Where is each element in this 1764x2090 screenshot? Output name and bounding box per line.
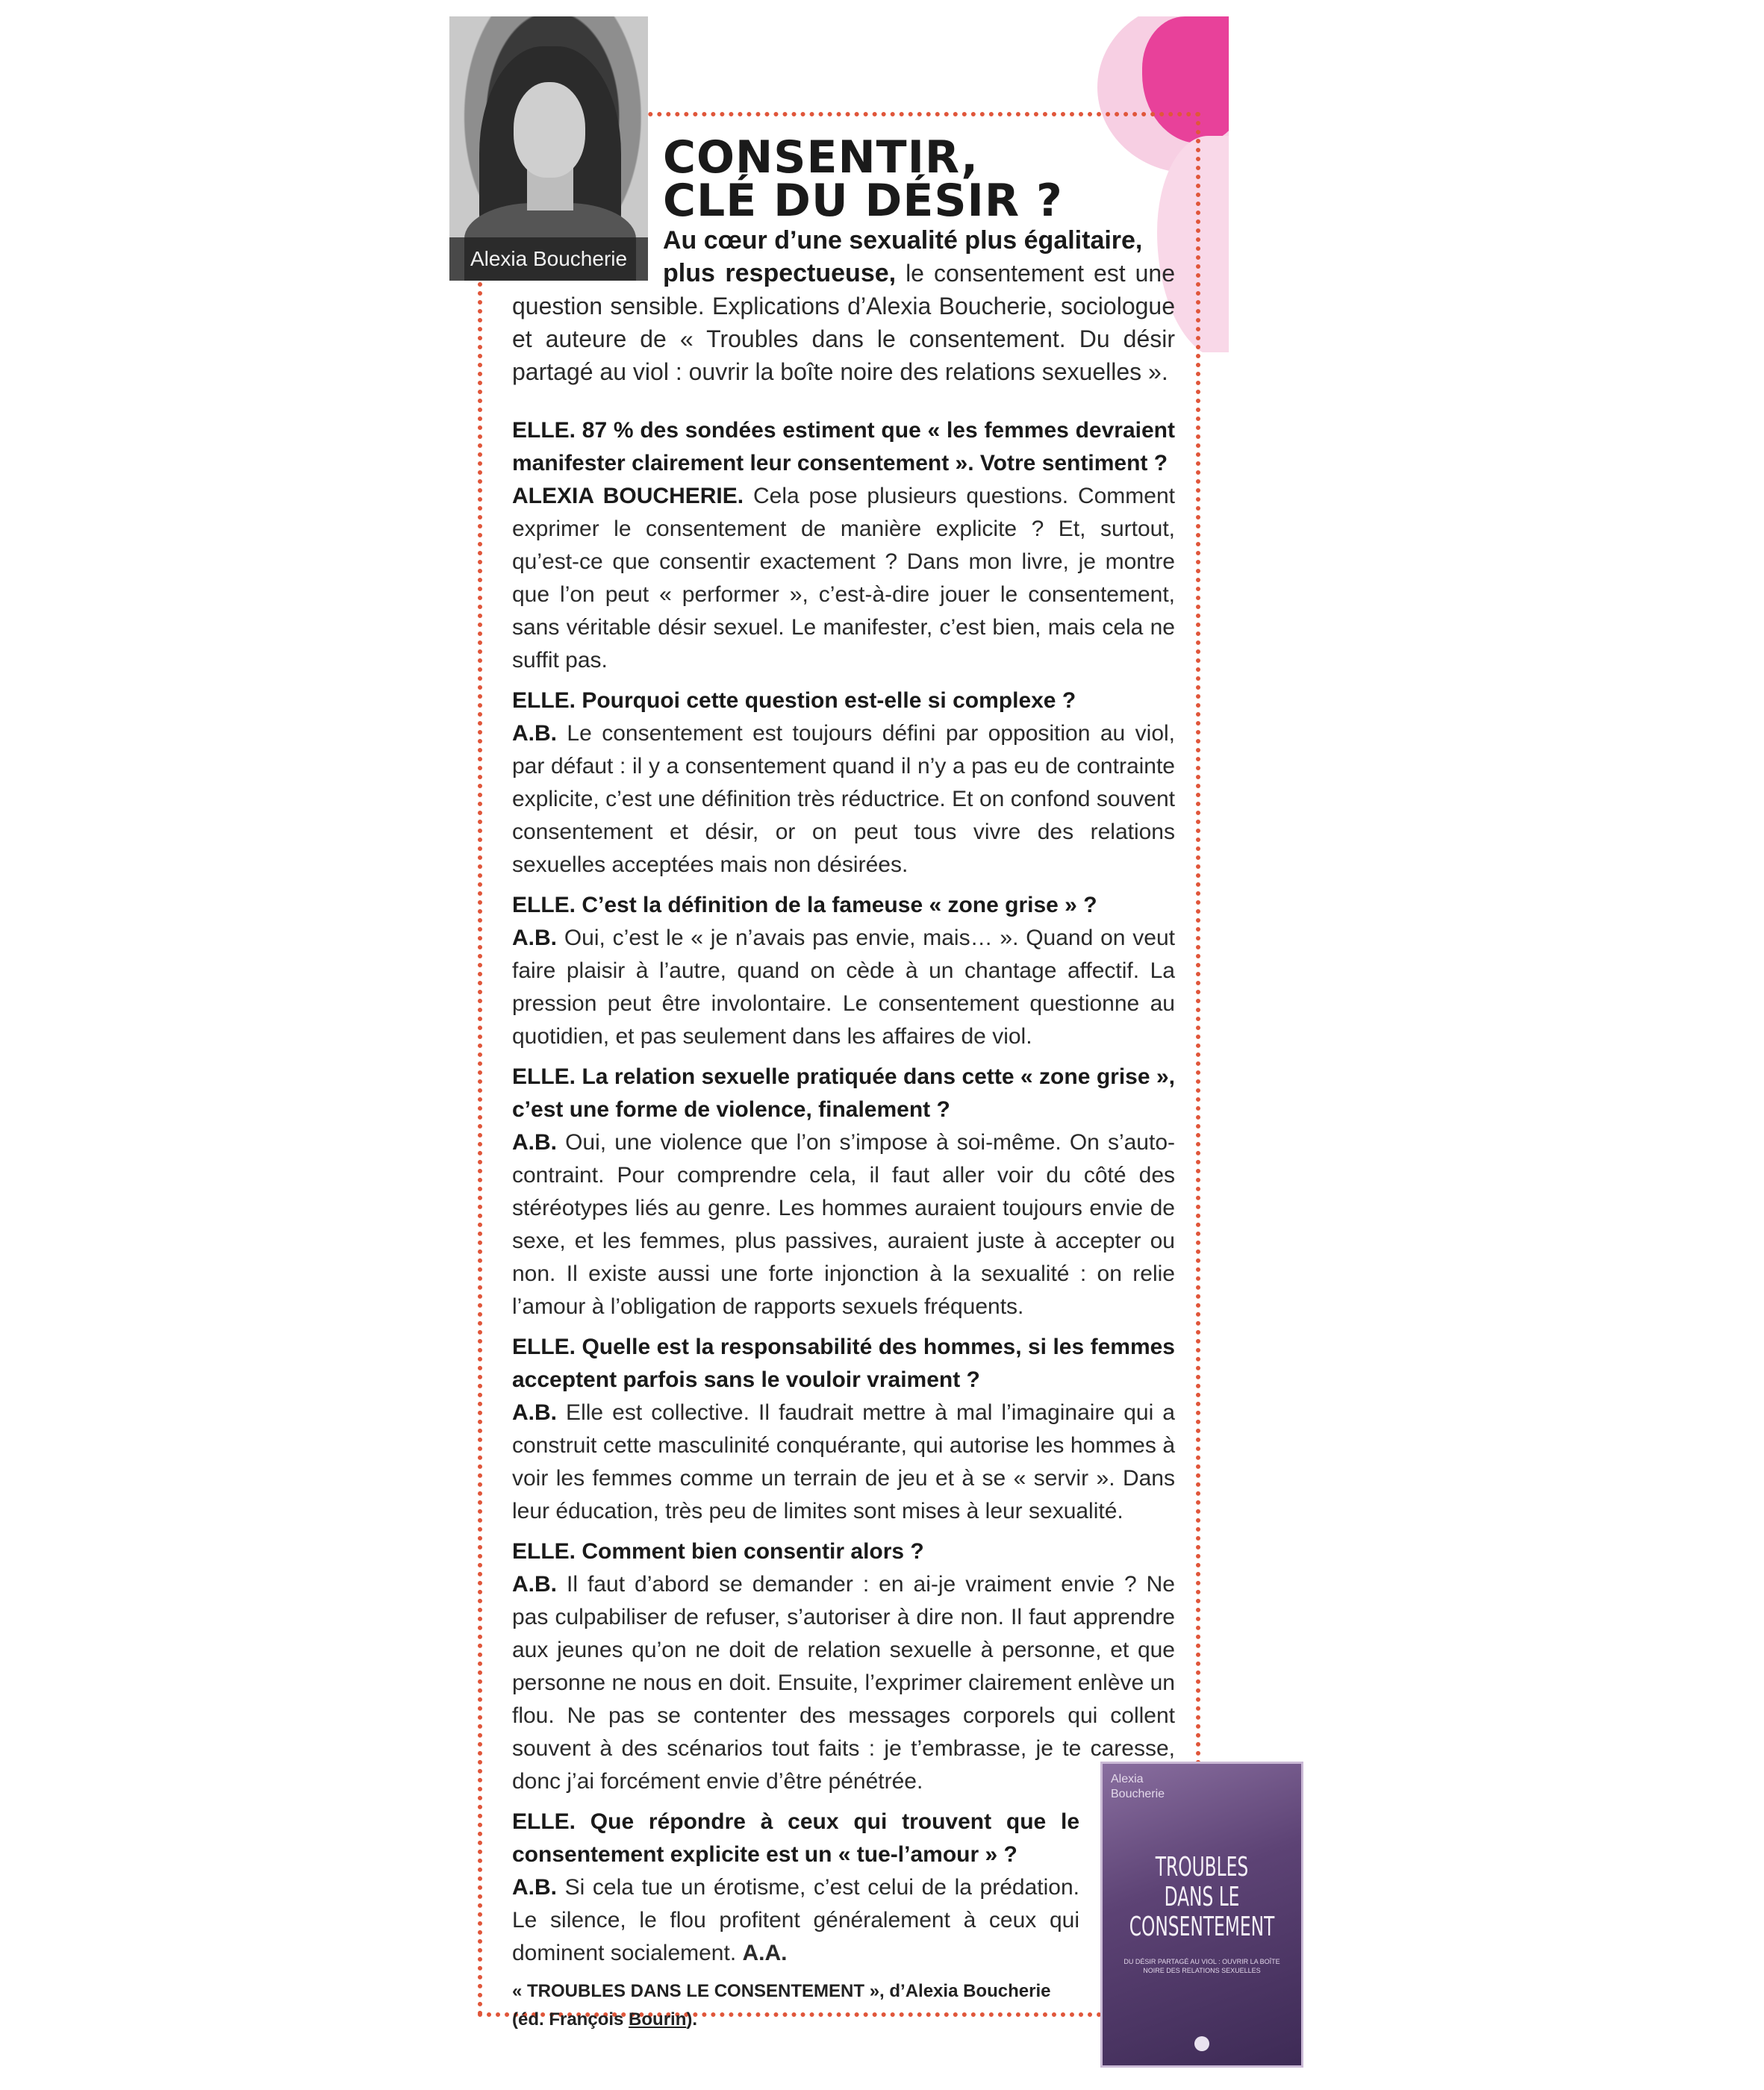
answer-speaker: A.B. xyxy=(512,1400,557,1425)
publisher-logo-icon xyxy=(1194,2036,1209,2051)
answer-speaker: A.B. xyxy=(512,1130,557,1155)
book-title xyxy=(1129,1853,1275,1942)
qa-block xyxy=(512,684,1175,882)
book-title-line-1: TROUBLES xyxy=(1155,1852,1249,1882)
intro-text: le consentement est une question sensible. Explications d’Alexia Boucherie, sociologue et auteure de « Troubles dans le consentement. Du désir partagé au viol : ouvrir la boîte noire des relations sexuelles ». xyxy=(512,260,1175,385)
title-line-1: CONSENTIR, xyxy=(663,131,979,184)
answer-text: Oui, une violence que l’on s’impose à soi-même. On s’auto-contraint. Pour comprendre cela, il faut aller voir du côté des stéréotypes liés au genre. Les hommes auraient toujours envie de sexe, et les femmes, plus passives, auraient juste à accepter ou non. Il existe aussi une forte injonction à la sexualité : on relie l’amour à l’obligation de rapports sexuels fréquents. xyxy=(512,1130,1175,1319)
answer-text: Cela pose plusieurs questions. Comment exprimer le consentement de manière explicite ? Et, surtout, qu’est-ce que consentir exactement ? Dans mon livre, je montre que l’on peut « performer », c’est-à-dire jouer le consentement, sans véritable désir sexuel. Le manifester, c’est bien, mais cela ne suffit pas. xyxy=(512,484,1175,673)
article-intro xyxy=(512,224,1175,388)
answer-text: Le consentement est toujours défini par opposition au viol, par défaut : il y a consentement quand il n’y a pas eu de contrainte explicite, c’est une définition très réductrice. Et on confond souvent consentement et désir, or on peut tous vivre des relations sexuelles acceptées mais non désirées. xyxy=(512,721,1175,877)
qa-block xyxy=(512,889,1175,1053)
question: ELLE. Quelle est la responsabilité des hommes, si les femmes acceptent parfois sans le vouloir vraiment ? xyxy=(512,1335,1175,1392)
book-title-line-3: CONSENTEMENT xyxy=(1129,1912,1275,1942)
article-title xyxy=(663,131,1185,227)
photo-caption: Alexia Boucherie xyxy=(449,237,648,281)
question: ELLE. C’est la définition de la fameuse « zone grise » ? xyxy=(512,893,1097,917)
answer-speaker: A.B. xyxy=(512,721,557,746)
book-author: Alexia Boucherie xyxy=(1111,1773,1165,1800)
intro-lead-line-1: Au cœur d’une sexualité plus égalitaire, xyxy=(663,226,1143,255)
book-title-line-2: DANS LE xyxy=(1164,1882,1240,1912)
question: ELLE. Que répondre à ceux qui trouvent que le consentement explicite est un « tue-l’amour » ? xyxy=(512,1809,1079,1867)
credit-title: « TROUBLES DANS LE CONSENTEMENT », d’Alexia Boucherie xyxy=(512,1981,1051,2001)
question: ELLE. Comment bien consentir alors ? xyxy=(512,1539,924,1564)
book-subtitle: DU DÉSIR PARTAGÉ AU VIOL : OUVRIR LA BOÎTE NOIRE DES RELATIONS SEXUELLES xyxy=(1123,1958,1280,1974)
qa-block xyxy=(512,1061,1175,1323)
credit-publisher-prefix: (éd. François xyxy=(512,2009,629,2030)
qa-block xyxy=(512,1535,1175,1798)
answer-text: Oui, c’est le « je n’avais pas envie, mais… ». Quand on veut faire plaisir à l’autre, quand on cède à un chantage affectif. La pression peut être involontaire. Le consentement questionne au quotidien, et pas seulement dans les affaires de viol. xyxy=(512,926,1175,1049)
answer-speaker: A.B. xyxy=(512,926,557,950)
title-line-2: CLÉ DU DÉSIR ? xyxy=(663,175,1063,227)
photo-face xyxy=(514,82,585,178)
answer-speaker: A.B. xyxy=(512,1875,557,1900)
credit-publisher-name: Bourin xyxy=(629,2009,687,2030)
question: ELLE. La relation sexuelle pratiquée dans cette « zone grise », c’est une forme de violence, finalement ? xyxy=(512,1064,1175,1122)
credit-publisher-suffix: ). xyxy=(686,2009,698,2030)
qa-block xyxy=(512,414,1175,677)
interview-body xyxy=(512,414,1175,2034)
answer-speaker: ALEXIA BOUCHERIE. xyxy=(512,484,744,508)
intro-lead-line-2: plus respectueuse, xyxy=(663,259,897,287)
question: ELLE. 87 % des sondées estiment que « les femmes devraient manifester clairement leur consentement ». Votre sentiment ? xyxy=(512,418,1175,475)
answer-text: Si cela tue un érotisme, c’est celui de la prédation. Le silence, le flou profitent généralement à ceux qui dominent socialement. xyxy=(512,1875,1079,1965)
answer-speaker: A.B. xyxy=(512,1572,557,1597)
book-credit xyxy=(512,1977,1079,2034)
answer-text: Il faut d’abord se demander : en ai-je vraiment envie ? Ne pas culpabiliser de refuser, s’autoriser à dire non. Il faut apprendre aux jeunes qu’on ne doit de relation sexuelle à personne, et que personne ne nous en doit. Ensuite, l’exprimer clairement enlève un flou. Ne pas se contenter des messages corporels qui collent souvent à des scénarios tout faits : je t’embrasse, je te caresse, donc j’ai forcément envie d’être pénétrée. xyxy=(512,1572,1175,1794)
book-cover xyxy=(1100,1762,1303,2068)
qa-block xyxy=(512,1331,1175,1528)
question: ELLE. Pourquoi cette question est-elle si complexe ? xyxy=(512,688,1076,713)
answer-text: Elle est collective. Il faudrait mettre à mal l’imaginaire qui a construit cette masculinité conquérante, qui autorise les hommes à voir les femmes comme un terrain de jeu et à se « servir ». Dans leur éducation, très peu de limites sont mises à leur sexualité. xyxy=(512,1400,1175,1523)
author-signature: A.A. xyxy=(742,1941,788,1965)
qa-block-last xyxy=(512,1806,1079,1970)
